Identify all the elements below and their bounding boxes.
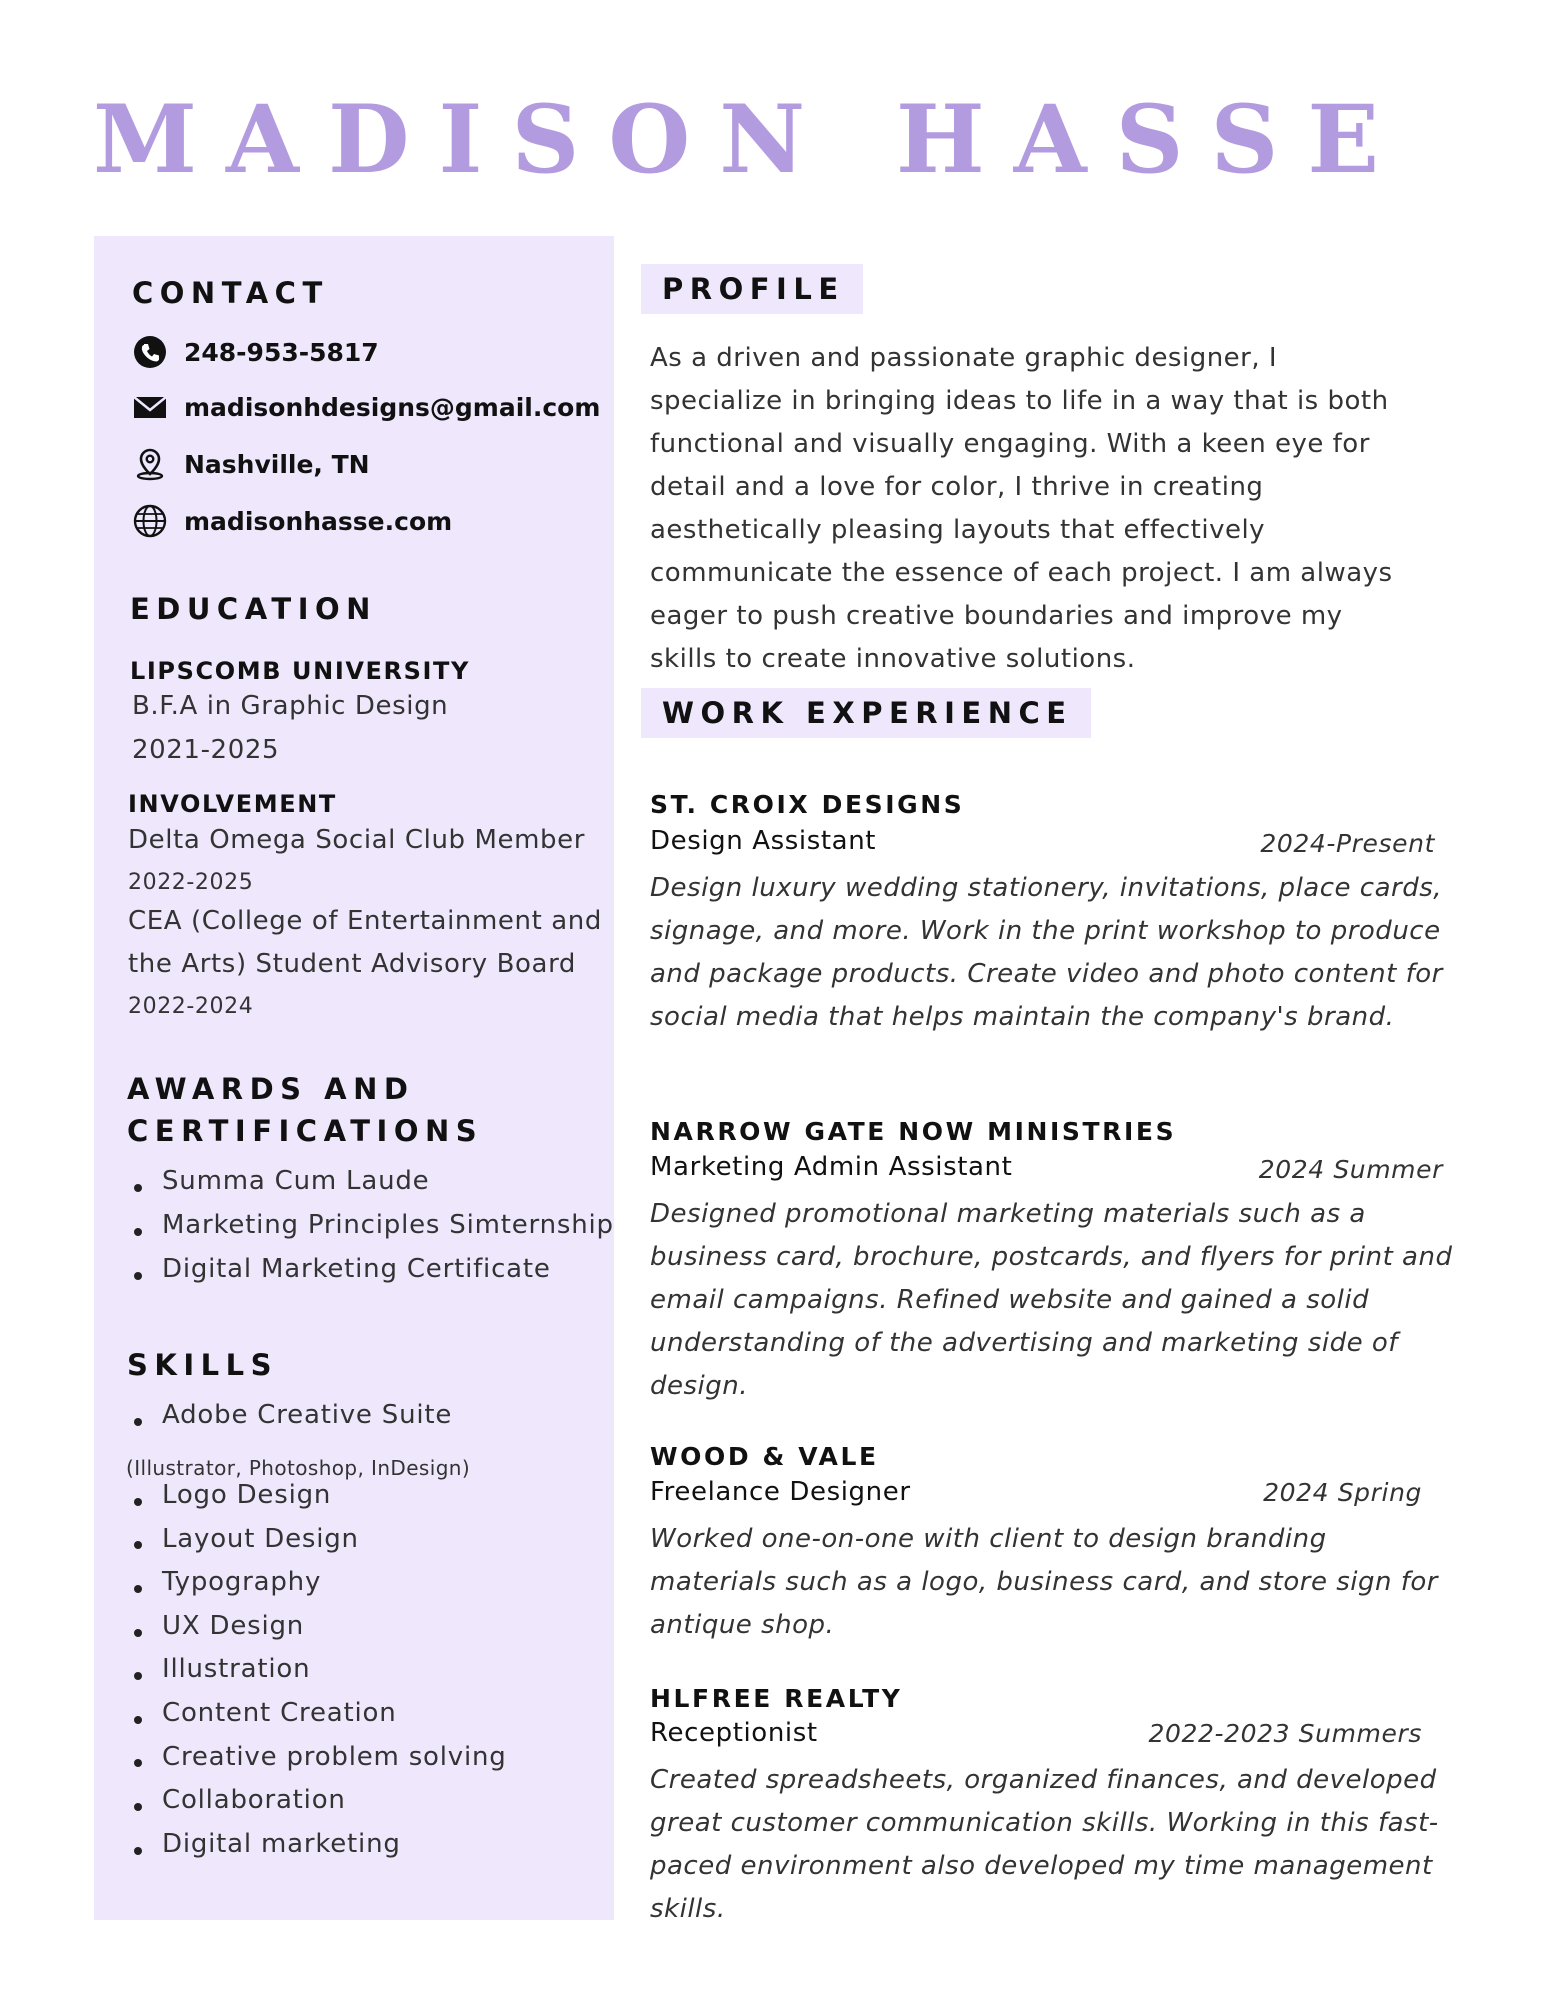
job-description: Created spreadsheets, organized finances, and developed great customer communication skills. Working in this fast-paced environment also developed my time management skills. [650, 1765, 1439, 1924]
job-role: Marketing Admin Assistant [650, 1152, 1013, 1182]
skill-item: Content Creation [130, 1698, 507, 1742]
skill-item: Digital marketing [130, 1829, 507, 1873]
phone-text: 248-953-5817 [184, 337, 379, 367]
profile-heading: PROFILE [662, 272, 845, 306]
involvement-years: 2022-2025 [128, 870, 254, 895]
contact-location [132, 446, 370, 482]
involvement-item: CEA (College of Entertainment and [128, 906, 602, 936]
involvement-heading: INVOLVEMENT [128, 790, 337, 818]
job-company: ST. CROIX DESIGNS [650, 790, 965, 819]
location-text: Nashville, TN [184, 449, 370, 479]
job-date: 2024 Spring [1263, 1478, 1422, 1507]
skill-item: Layout Design [130, 1524, 507, 1568]
skill-item: Illustration [130, 1654, 507, 1698]
skills-list [130, 1480, 507, 1872]
skill-item: UX Design [130, 1611, 507, 1655]
work-heading: WORK EXPERIENCE [662, 696, 1073, 730]
skill-item: Typography [130, 1567, 507, 1611]
skill-item: Collaboration [130, 1785, 507, 1829]
skill-item: Logo Design [130, 1480, 507, 1524]
website-text: madisonhasse.com [184, 506, 453, 536]
job-date: 2024 Summer [1258, 1155, 1443, 1184]
work-heading-box [641, 688, 1091, 738]
award-item: Marketing Principles Simternship [130, 1210, 614, 1254]
email-icon [132, 389, 168, 425]
awards-heading-cont: CERTIFICATIONS [127, 1114, 484, 1148]
job-role: Design Assistant [650, 826, 877, 856]
contact-website [132, 503, 452, 539]
contact-email [132, 389, 600, 425]
involvement-years: 2022-2024 [128, 994, 254, 1019]
job-date: 2022-2023 Summers [1148, 1719, 1422, 1748]
education-heading: EDUCATION [130, 592, 377, 626]
job-description: Design luxury wedding stationery, invitations, place cards, signage, and more. Work in the print workshop to produce and package products. Create video and photo content for social media that helps maintain the company's brand. [650, 873, 1443, 1032]
job-description: Worked one-on-one with client to design branding materials such as a logo, business card, and store sign for antique shop. [650, 1524, 1438, 1640]
education-years: 2021-2025 [132, 735, 280, 765]
involvement-item: Delta Omega Social Club Member [128, 825, 586, 855]
sidebar [94, 236, 614, 1920]
awards-list [130, 1166, 614, 1298]
skills-heading: SKILLS [127, 1348, 278, 1382]
globe-icon [132, 503, 168, 539]
skill-item: Adobe Creative Suite [130, 1400, 452, 1444]
email-text: madisonhdesigns@gmail.com [184, 392, 601, 422]
profile-text: As a driven and passionate graphic designer, I specialize in bringing ideas to life in a way that is both functional and visually engaging. With a keen eye for detail and a love for color, I thrive in creating aesthetically pleasing layouts that effectively communicate the essence of each project. I am always eager to push creative boundaries and improve my skills to create innovative solutions. [650, 343, 1393, 674]
contact-heading: CONTACT [132, 276, 329, 310]
contact-phone [132, 334, 379, 370]
award-item: Summa Cum Laude [130, 1166, 614, 1210]
job-role: Receptionist [650, 1718, 818, 1748]
skill-note: (Illustrator, Photoshop, InDesign) [126, 1456, 471, 1480]
job-description: Designed promotional marketing materials such as a business card, brochure, postcards, and flyers for print and email campaigns. Refined website and gained a solid understanding of the advertising and marketing side of design. [650, 1199, 1453, 1401]
involvement-item-cont: the Arts) Student Advisory Board [128, 949, 577, 979]
job-role: Freelance Designer [650, 1477, 911, 1507]
candidate-name: MADISON HASSE [93, 85, 1408, 195]
awards-heading: AWARDS AND [127, 1072, 415, 1106]
location-pin-icon [132, 446, 168, 482]
profile-heading-box [641, 264, 863, 314]
skill-item: Creative problem solving [130, 1742, 507, 1786]
skills-list-first [130, 1400, 452, 1444]
job-company: NARROW GATE NOW MINISTRIES [650, 1117, 1177, 1146]
degree: B.F.A in Graphic Design [132, 691, 449, 721]
job-company: WOOD & VALE [650, 1442, 879, 1471]
award-item: Digital Marketing Certificate [130, 1254, 614, 1298]
school-name: LIPSCOMB UNIVERSITY [130, 657, 470, 685]
job-date: 2024-Present [1260, 829, 1435, 858]
job-company: HLFREE REALTY [650, 1684, 903, 1713]
phone-icon [132, 334, 168, 370]
